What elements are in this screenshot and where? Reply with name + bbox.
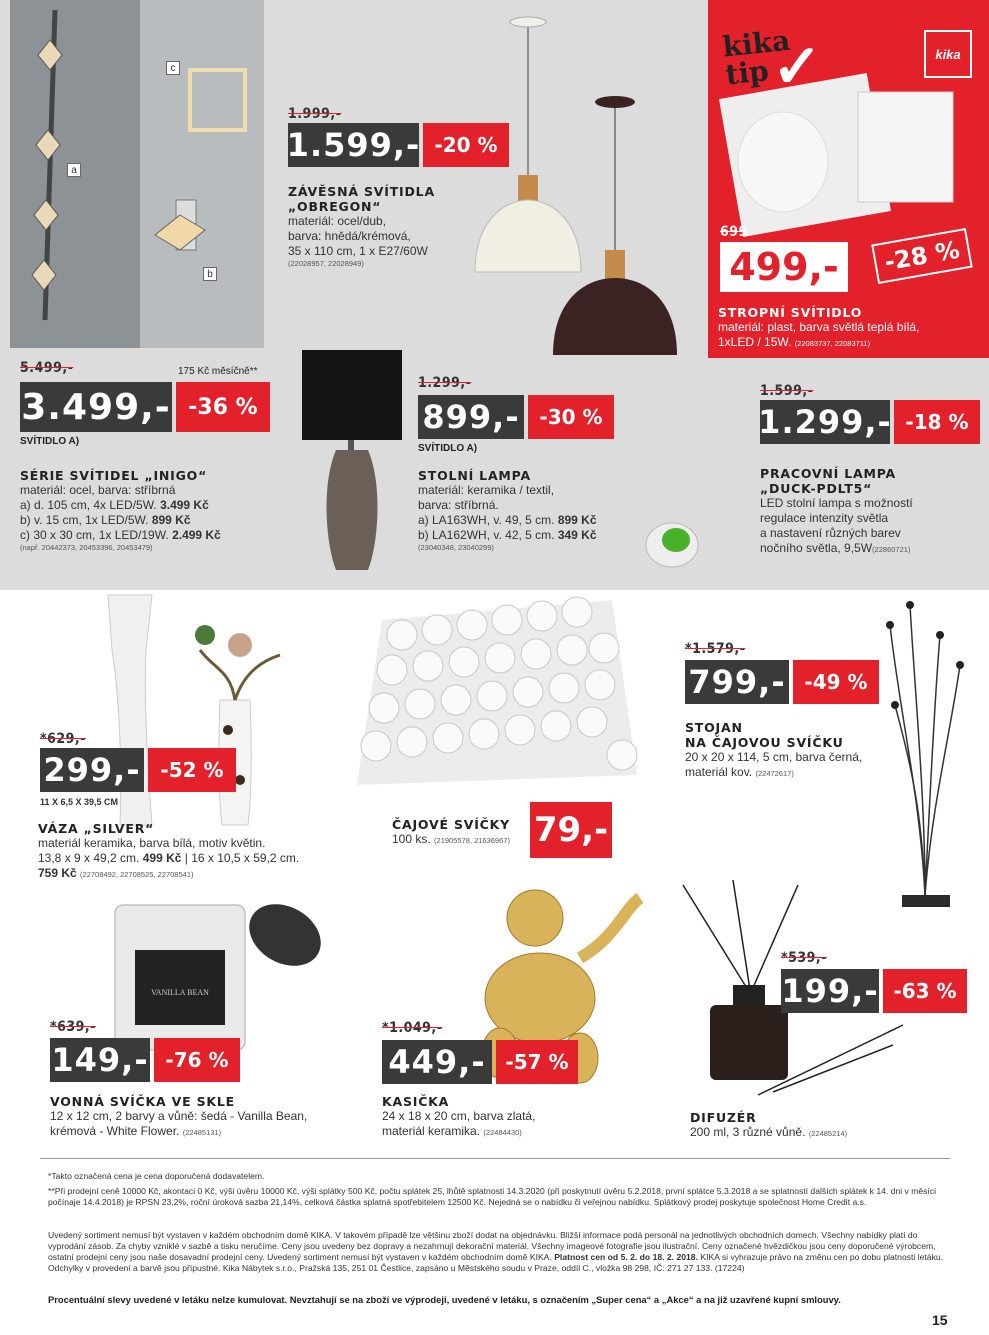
inigo-code: (např. 20442373, 20453396, 20453479) — [20, 543, 153, 552]
obregon-discount: -20 % — [423, 123, 509, 167]
stolni-old-price: 1.299,- — [418, 375, 472, 391]
vaza-desc-2-rest: | 16 x 10,5 x 59,2 cm. — [181, 851, 300, 865]
duck-title-1: PRACOVNÍ LAMPA — [760, 466, 897, 481]
inigo-price-b: 899 Kč — [151, 513, 191, 527]
inigo-discount: -36 % — [176, 382, 270, 432]
difuzer-discount: -63 % — [883, 969, 967, 1013]
inigo-desc-3: b) v. 15 cm, 1x LED/5W. — [20, 513, 152, 527]
duck-code: (22860721) — [872, 545, 911, 554]
duck-desc-4: nočního světla, 9,5W — [760, 541, 873, 555]
stolni-desc-3: a) LA163WH, v. 49, 5 cm. — [418, 513, 558, 527]
inigo-price-c: 2.499 Kč — [172, 528, 221, 542]
inigo-photo — [10, 0, 264, 348]
stojan-old-price: *1.579,- — [685, 641, 746, 657]
vaza-desc-2: 13,8 x 9 x 49,2 cm. — [38, 851, 143, 865]
kika-discount: -28 % — [871, 228, 972, 284]
stojan-code: (22472617) — [755, 769, 794, 778]
stolni-price-a: 899 Kč — [557, 513, 597, 527]
footer-note-3 — [48, 1230, 948, 1274]
footer-note-3-a: Uvedený sortiment nemusí být vystaven v každém obchodním domě KIKA. V takovém případě lze většinu zboží dodat na objednávku. Bližší informace podá personál na jednotlivých obchodních domech. Všechny nabídky platí do vyprodání zásob. Za chyby vzniklé v sazbě a tisku neručíme. Ceny jsou uvedeny bez dopravy a nezahrnují dekorační materiál. Všechny imageové fotografie jsou ilustrační. Ceny označené hvězdičkou jsou ceny doporučené výrobcem, ostatní prodejní ceny jsou naše dosavadní prodejní ceny. Uvedený sortiment nemusí být vystaven v každém obchodním domě KIKA. — [48, 1230, 936, 1262]
duck-desc-2: regulace intenzity světla — [760, 511, 889, 525]
stolni-variant: SVÍTIDLO A) — [418, 443, 478, 454]
inigo-price: 3.499,- — [20, 382, 172, 432]
difuzer-title: DIFUZÉR — [690, 1110, 757, 1125]
kika-logo: kika — [924, 30, 972, 78]
vonna-desc-2: krémová - White Flower. — [50, 1124, 180, 1138]
duck-price: 1.299,- — [760, 400, 890, 444]
footer-note-3-c: KIKA si vyhrazuje právo na změnu cen po dobu platnosti letáku. Odchylky v provedení a barvě jsou přípustné. Kika Nábytek s.r.o., Pražská 135, 251 01 Čestlice, zapsáno u Městského soudu v Praze, oddíl C., vložka 98 298, IČ: 271 27 133. (17224) — [48, 1252, 944, 1273]
obregon-title-2: „OBREGON“ — [288, 199, 382, 214]
inigo-old-price: 5.499,- — [20, 360, 74, 376]
vonna-price: 149,- — [50, 1038, 150, 1082]
stojan-discount: -49 % — [793, 660, 879, 704]
vase-image — [100, 590, 300, 830]
vaza-title: VÁZA „SILVER“ — [38, 821, 155, 836]
svicky-code: (21905578, 21636967) — [434, 836, 510, 845]
kika-desc-2: 1xLED / 15W. — [718, 335, 792, 349]
vonna-code: (22485131) — [182, 1128, 222, 1137]
difuzer-code: (22485214) — [808, 1129, 848, 1138]
svicky-price: 79,- — [530, 802, 612, 858]
stojan-desc-2: materiál kov. — [685, 765, 753, 779]
svicky-desc: 100 ks. — [392, 832, 431, 846]
kika-title: STROPNÍ SVÍTIDLO — [718, 305, 863, 320]
checkmark-icon: ✓ — [772, 33, 823, 100]
duck-discount: -18 % — [894, 400, 980, 444]
inigo-desc-2: a) d. 105 cm, 4x LED/5W. — [20, 498, 161, 512]
kika-old-price: 699 — [720, 224, 748, 240]
obregon-pendant-image — [465, 10, 695, 365]
stolni-discount: -30 % — [528, 395, 614, 439]
vaza-old-price: *629,- — [40, 731, 86, 747]
duck-desc-1: LED stolní lampa s možností — [760, 496, 913, 510]
inigo-label-c: c — [166, 61, 180, 75]
stolni-desc-1: materiál: keramika / textil, — [418, 483, 555, 497]
obregon-desc-3: 35 x 110 cm, 1 x E27/60W — [288, 244, 428, 258]
kika-tip-word-1: kika — [720, 23, 792, 64]
difuzer-desc: 200 ml, 3 různé vůně. — [690, 1125, 806, 1139]
vaza-size: 11 X 6,5 X 39,5 CM — [40, 797, 119, 807]
vaza-price: 299,- — [40, 748, 144, 792]
inigo-title: SÉRIE SVÍTIDEL „INIGO“ — [20, 468, 208, 483]
candle-stand-image — [880, 595, 970, 910]
duck-lamp-image — [640, 380, 750, 575]
vaza-code: (22708492, 22708525, 22708541) — [80, 870, 194, 879]
kasicka-desc-2: materiál keramika. — [382, 1124, 481, 1138]
stolni-desc-2: barva: stříbrná. — [418, 498, 499, 512]
vaza-price-b: 759 Kč — [38, 866, 77, 880]
stojan-price: 799,- — [685, 660, 789, 704]
kika-desc-1: materiál: plast, barva světlá teplá bílá, — [718, 320, 920, 334]
page-number: 15 — [932, 1312, 948, 1328]
kika-tip-panel — [708, 0, 989, 358]
inigo-desc-1: materiál: ocel, barva: stříbrná — [20, 483, 176, 497]
kasicka-discount: -57 % — [496, 1040, 578, 1084]
footer-note-2: **Při prodejní ceně 10000 Kč, akontaci 0 Kč, výši úvěru 10000 Kč, výši splátky 500 Kč, počtu splátek 25, lhůtě splatnosti 14.3.2020 (při poskytnutí úvěru 5.2.2018, první splátce 5.3.2018 a se splatností dalších splátek k 14. dni v měsíci počínaje 14.4.2018) je RPSN 23,2%, roční úroková sazba 21,14%, celková částka splatná spotřebitelem 12500 Kč. Nejedná se o nabídku či veřejnou nabídku. Splátkový prodej poskytuje společnost Home Credit a.s. — [48, 1186, 937, 1207]
vonna-desc-1: 12 x 12 cm, 2 barvy a vůně: šedá - Vanilla Bean, — [50, 1109, 308, 1123]
vaza-price-a: 499 Kč — [142, 851, 182, 865]
footer-validity: Platnost cen od 5. 2. do 18. 2. 2018. — [554, 1252, 698, 1262]
stolni-title: STOLNÍ LAMPA — [418, 468, 531, 483]
kasicka-price: 449,- — [382, 1040, 492, 1084]
inigo-label-a: a — [67, 163, 81, 177]
obregon-old-price: 1.999,- — [288, 106, 342, 122]
difuzer-old-price: *539,- — [781, 950, 827, 966]
kika-price: 499,- — [720, 242, 848, 292]
inigo-desc-4: c) 30 x 30 cm, 1x LED/19W. — [20, 528, 173, 542]
stolni-price-b: 349 Kč — [557, 528, 597, 542]
footer-note-1: *Takto označená cena je cena doporučená dodavatelem. — [48, 1171, 265, 1181]
jar-label-text: VANILLA BEAN — [151, 988, 209, 997]
obregon-desc-1: materiál: ocel/dub, — [288, 214, 387, 228]
duck-title-2: „DUCK-PDLT5“ — [760, 481, 873, 496]
stojan-title-2: NA ČAJOVOU SVÍČKU — [685, 735, 844, 750]
duck-old-price: 1.599,- — [760, 383, 814, 399]
kasicka-old-price: *1.049,- — [382, 1020, 443, 1036]
footer-divider — [40, 1158, 950, 1159]
tea-candles-image — [352, 590, 642, 800]
obregon-price: 1.599,- — [288, 123, 419, 167]
obregon-desc-2: barva: hnědá/krémová, — [288, 229, 411, 243]
svicky-title: ČAJOVÉ SVÍČKY — [392, 817, 510, 832]
table-lamp-image — [296, 345, 411, 575]
kasicka-code: (22484430) — [483, 1128, 522, 1137]
vaza-desc-1: materiál keramika, barva bílá, motiv květin. — [38, 836, 266, 850]
stojan-desc-1: 20 x 20 x 114, 5 cm, barva černá, — [685, 750, 863, 764]
obregon-title-1: ZÁVĚSNÁ SVÍTIDLA — [288, 184, 435, 199]
kika-tip-word-2: tip — [723, 54, 771, 92]
kasicka-title: KASIČKA — [382, 1094, 450, 1109]
vonna-title: VONNÁ SVÍČKA VE SKLE — [50, 1094, 235, 1109]
kika-code: (22083737, 22083711) — [794, 339, 871, 348]
scented-candle-image — [110, 895, 325, 1055]
inigo-price-a: 3.499 Kč — [160, 498, 209, 512]
inigo-label-b: b — [203, 267, 217, 281]
vaza-discount: -52 % — [148, 748, 236, 792]
stolni-price: 899,- — [418, 395, 524, 439]
inigo-monthly: 175 Kč měsíčně** — [178, 366, 258, 377]
vonna-discount: -76 % — [154, 1038, 240, 1082]
duck-desc-3: a nastavení různých barev — [760, 526, 901, 540]
stolni-desc-4: b) LA162WH, v. 42, 5 cm. — [418, 528, 558, 542]
obregon-code: (22028957, 22028949) — [288, 259, 364, 268]
vonna-old-price: *639,- — [50, 1019, 96, 1035]
stojan-title-1: STOJAN — [685, 720, 743, 735]
difuzer-price: 199,- — [781, 969, 879, 1013]
kasicka-desc-1: 24 x 18 x 20 cm, barva zlatá, — [382, 1109, 536, 1123]
footer-note-4: Procentuální slevy uvedené v letáku nelze kumulovat. Nevztahují se na zboží ve výprodeji, uvedené v letáku, s označením „Super cena“ a „Akce“ a na již uzavřené kupní smlouvy. — [48, 1294, 841, 1305]
inigo-lamps-image — [10, 0, 264, 348]
stolni-code: (23040348, 23040299) — [418, 543, 494, 552]
inigo-variant: SVÍTIDLO A) — [20, 436, 80, 447]
